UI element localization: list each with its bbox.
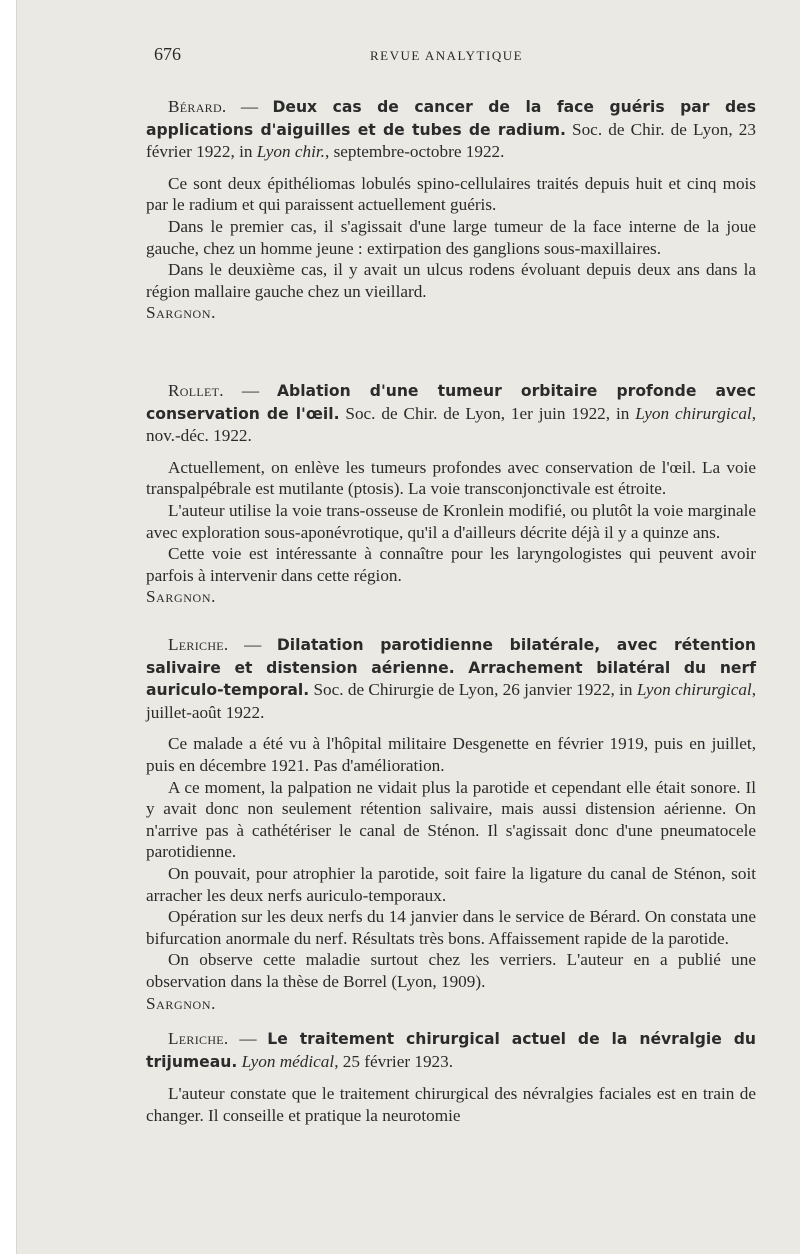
entry-paragraph: Actuellement, on enlève les tumeurs profondes avec conservation de l'œil. La voie transpalpébrale est mutilante (ptosis). La voie transconjonctivale est étroite. bbox=[146, 457, 756, 499]
entry-paragraph: Ce sont deux épithéliomas lobulés spino-cellulaires traités depuis huit et cinq mois par le radium et qui paraissent actuellement guéris. bbox=[146, 173, 756, 215]
entry-paragraph: Opération sur les deux nerfs du 14 janvier dans le service de Bérard. On constata une bifurcation anormale du nerf. Résultats très bons. Affaissement rapide de la parotide. bbox=[146, 907, 756, 948]
page-header bbox=[146, 44, 756, 68]
entry-reference: Soc. de Chirurgie de Lyon, 26 janvier 1922, in bbox=[309, 680, 637, 700]
entry-title: Deux cas de cancer de la face guéris par des applications d'aiguilles et de tubes de radium. bbox=[146, 98, 756, 139]
entry-dash: — bbox=[223, 381, 277, 400]
entry-heading bbox=[146, 96, 756, 163]
abstract-entry-berard bbox=[146, 96, 756, 324]
abstract-entry-leriche-trijumeau bbox=[146, 1028, 756, 1126]
entry-paragraph: On observe cette maladie surtout chez les verriers. L'auteur en a publié une observation dans la thèse de Borrel (Lyon, 1909). bbox=[146, 950, 756, 991]
entry-paragraph: L'auteur utilise la voie trans-osseuse de Kronlein modifié, ou plutôt la voie marginale avec exploration sous-aponévrotique, qu'il a d'ailleurs décrite déjà il y a quinze ans. bbox=[146, 500, 756, 542]
entry-journal: Lyon chirurgical bbox=[636, 680, 752, 700]
entry-title: Dilatation parotidienne bilatérale, avec rétention salivaire et distension aérienne. Arrachement bilatéral du nerf auriculo-temporal. bbox=[146, 636, 756, 700]
entry-paragraph: A ce moment, la palpation ne vidait plus la parotide et cependant elle était sonore. Il y avait donc non seulement rétention salivaire, mais aussi distension aérienne. On n'arrive pas à cathétériser le canal de Sténon. Il s'agissait donc d'une pneumatocele parotidienne. bbox=[146, 777, 756, 862]
running-title: REVUE ANALYTIQUE bbox=[370, 48, 524, 63]
entry-author: Leriche. bbox=[168, 635, 229, 654]
entry-dash: — bbox=[228, 1029, 268, 1048]
entry-signature: Sargnon. bbox=[146, 587, 216, 607]
entry-paragraph: On pouvait, pour atrophier la parotide, soit faire la ligature du canal de Sténon, soit arracher les deux nerfs auriculo-temporaux. bbox=[146, 863, 756, 905]
entry-journal: Lyon médical bbox=[241, 1051, 335, 1071]
entry-dash: — bbox=[228, 635, 277, 654]
entry-title: Ablation d'une tumeur orbitaire profonde avec conservation de l'œil. bbox=[146, 382, 756, 423]
entry-paragraph: Dans le premier cas, il s'agissait d'une large tumeur de la face interne de la joue gauche, chez un homme jeune : extirpation des ganglions sous-maxillaires. bbox=[146, 216, 756, 258]
entry-heading bbox=[146, 380, 756, 447]
entry-reference-end: , 25 février 1923. bbox=[334, 1051, 454, 1071]
entry-author: Bérard. bbox=[168, 97, 227, 116]
entry-reference-end: , septembre-octobre 1922. bbox=[324, 142, 505, 162]
entry-heading bbox=[146, 1028, 756, 1073]
entry-journal: Lyon chirurgical bbox=[635, 403, 752, 423]
page-number: 676 bbox=[154, 44, 181, 64]
abstract-entry-leriche-parotid bbox=[146, 634, 756, 1014]
entry-author: Leriche. bbox=[168, 1029, 229, 1048]
entry-heading bbox=[146, 634, 756, 723]
entry-reference-end: , nov.-déc. 1922. bbox=[146, 403, 756, 446]
entry-signature: Sargnon. bbox=[146, 993, 216, 1013]
entry-signature: Sargnon. bbox=[146, 303, 216, 323]
entry-dash: — bbox=[226, 97, 273, 116]
abstract-entry-rollet bbox=[146, 380, 756, 608]
entry-paragraph: Cette voie est intéressante à connaître pour les laryngologistes qui peuvent avoir parfois à intervenir dans cette région. bbox=[146, 544, 756, 585]
entry-journal: Lyon chir. bbox=[256, 142, 325, 162]
entry-reference: Soc. de Chir. de Lyon, 23 février 1922, in bbox=[146, 119, 756, 162]
entry-paragraph: L'auteur constate que le traitement chirurgical des névralgies faciales est en train de changer. Il conseille et pratique la neurotomie bbox=[146, 1084, 756, 1125]
entry-author: Rollet. bbox=[168, 381, 224, 400]
entry-reference: Soc. de Chir. de Lyon, 1er juin 1922, in bbox=[339, 403, 636, 423]
entry-paragraph: Dans le deuxième cas, il y avait un ulcus rodens évoluant depuis deux ans dans la région mallaire gauche chez un vieillard. bbox=[146, 260, 756, 301]
entry-title: Le traitement chirurgical actuel de la névralgie du trijumeau. bbox=[146, 1030, 756, 1071]
entry-reference-end: , juillet-août 1922. bbox=[146, 680, 756, 722]
entry-paragraph: Ce malade a été vu à l'hôpital militaire Desgenette en février 1919, puis en juillet, puis en décembre 1921. Pas d'amélioration. bbox=[146, 734, 756, 775]
